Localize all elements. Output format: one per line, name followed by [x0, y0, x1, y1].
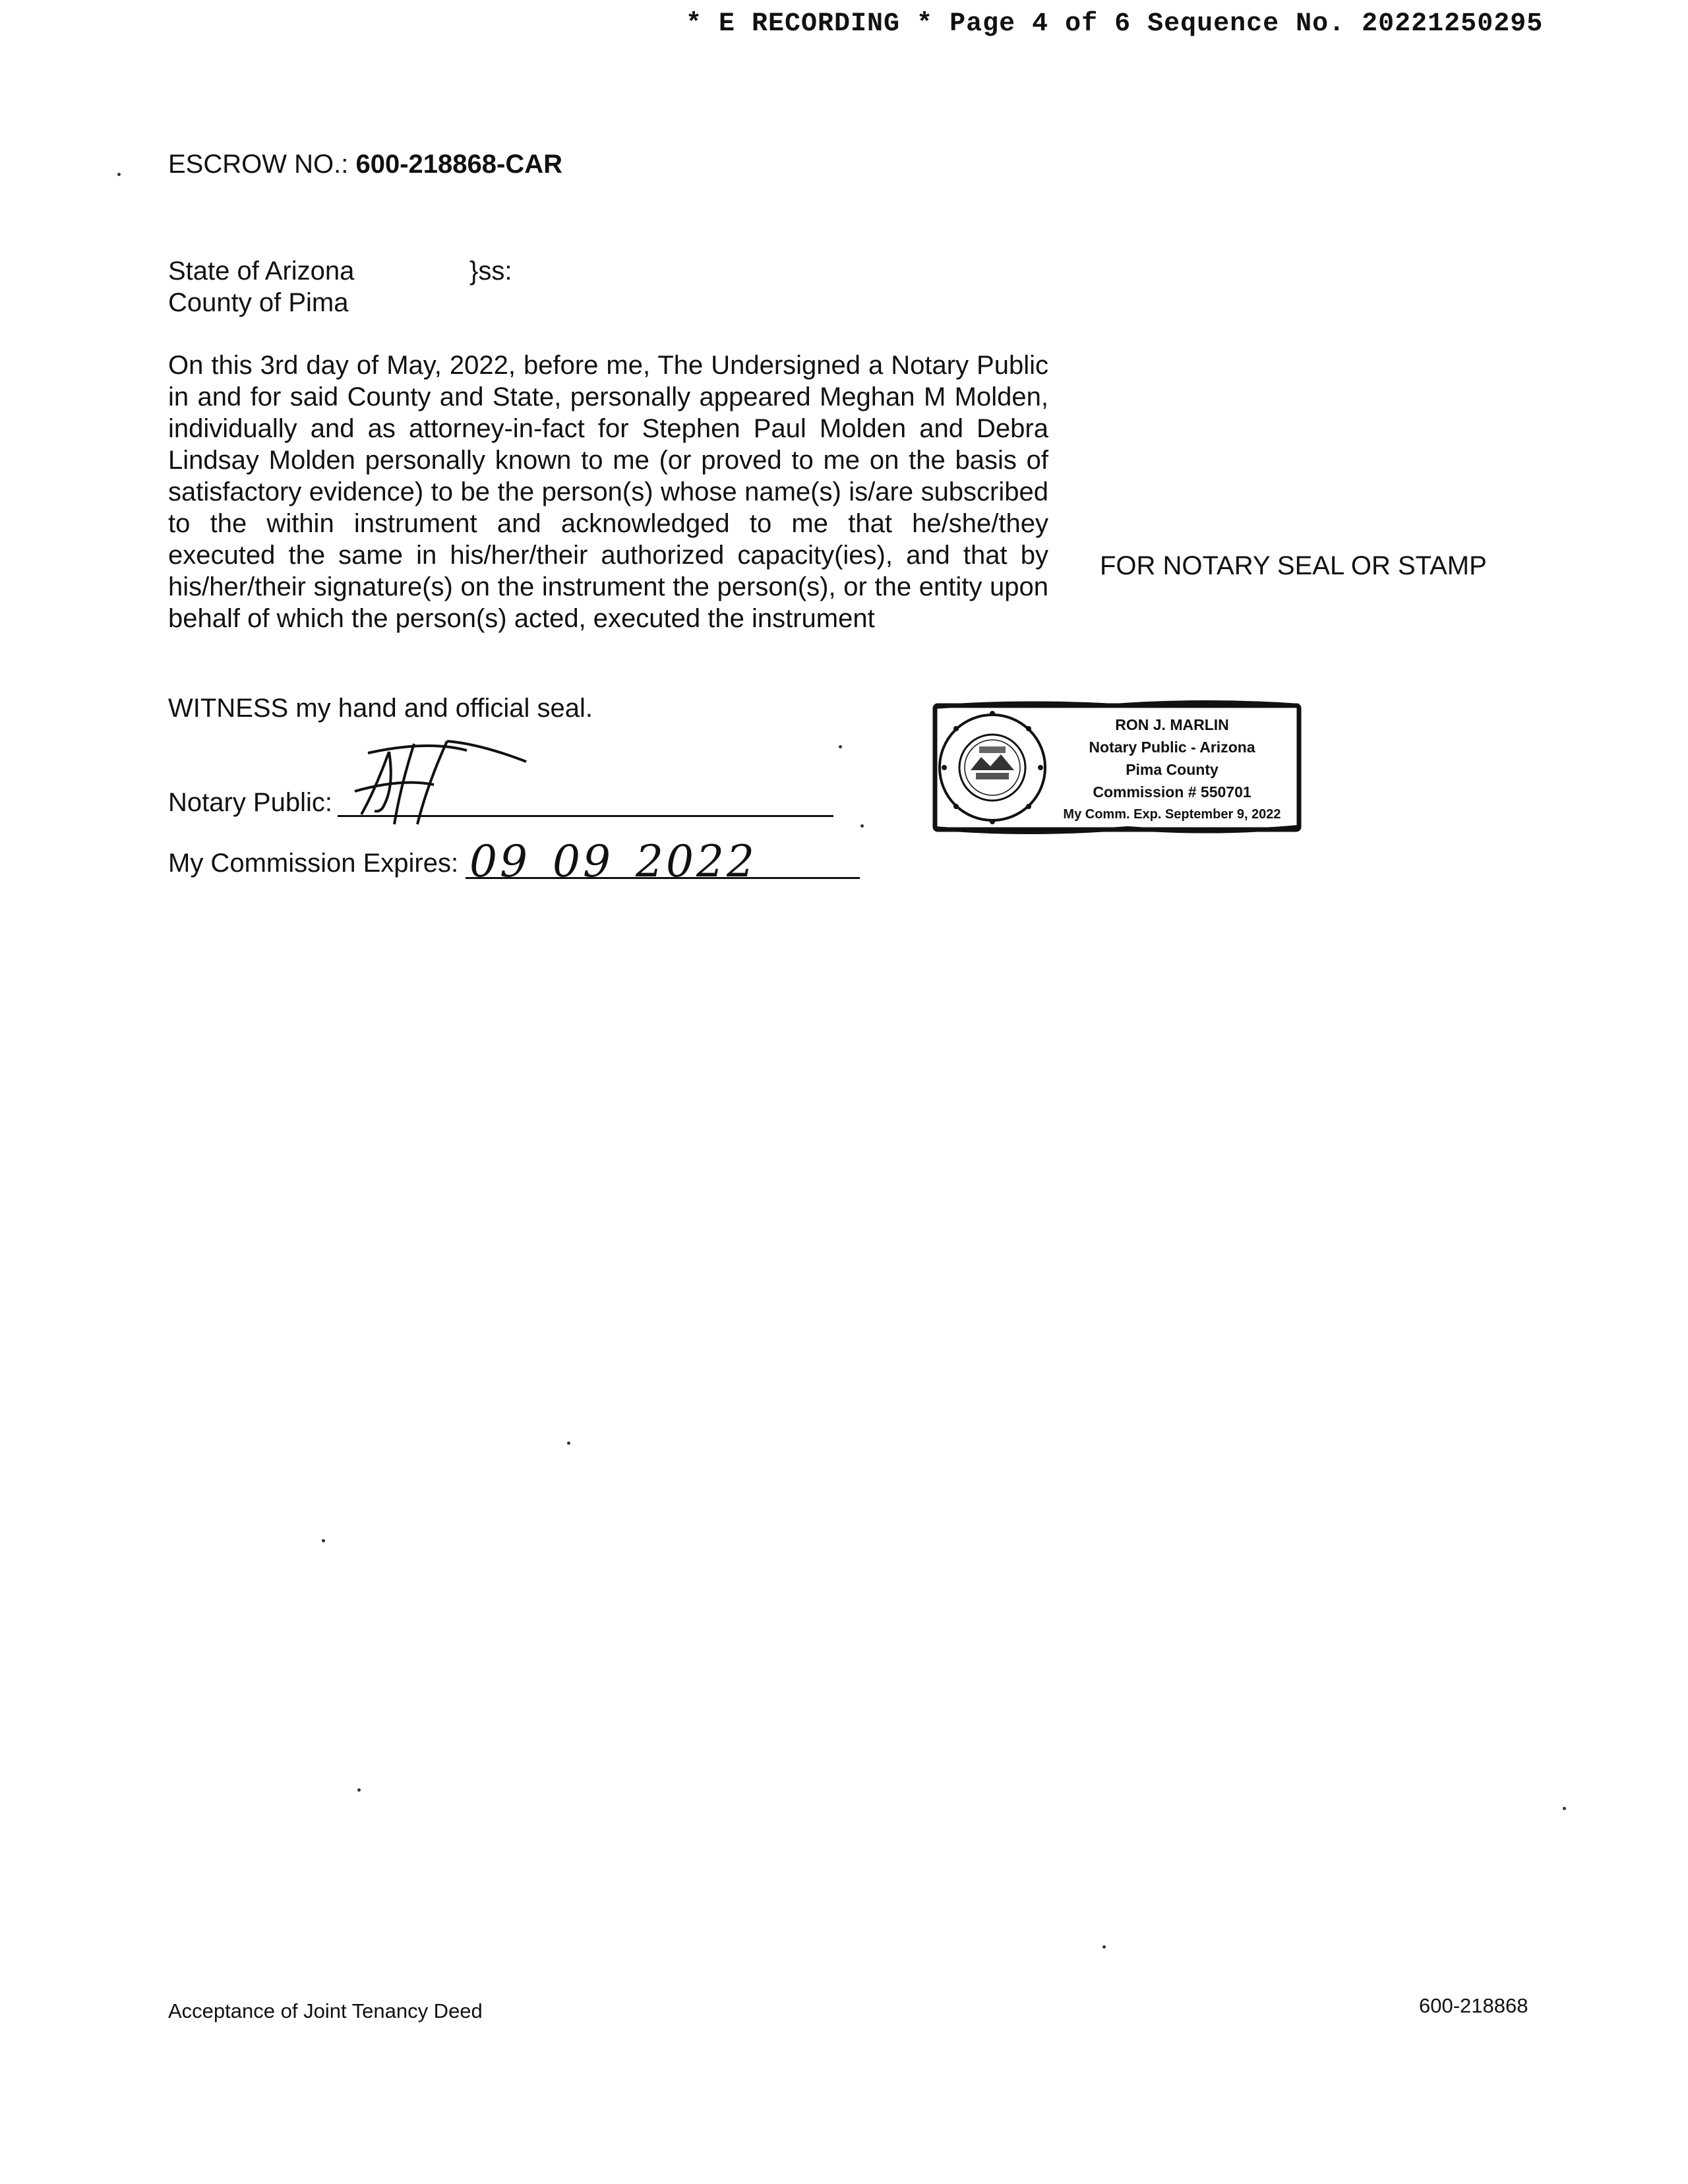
expiration-year: 2022 [635, 836, 757, 887]
footer-document-title: Acceptance of Joint Tenancy Deed [168, 1999, 483, 2022]
notary-signature [348, 739, 546, 831]
venue-block [168, 255, 354, 318]
scan-speck [567, 1441, 570, 1445]
expiration-month: 09 [469, 836, 530, 887]
notary-public-label: Notary Public: [168, 788, 332, 817]
expiration-day: 09 [552, 836, 613, 887]
stamp-title: Notary Public - Arizona [1089, 739, 1255, 756]
stamp-commission: Commission # 550701 [1093, 783, 1251, 801]
stamp-name: RON J. MARLIN [1115, 716, 1229, 733]
scan-speck [322, 1539, 325, 1542]
stamp-text [1045, 713, 1299, 826]
seal-label: FOR NOTARY SEAL OR STAMP [1100, 551, 1487, 580]
stamp-county: Pima County [1126, 761, 1219, 778]
escrow-number-line [168, 148, 562, 180]
scan-speck [357, 1788, 361, 1792]
venue-state: State of Arizona [168, 257, 355, 286]
escrow-number: 600-218868-CAR [355, 150, 562, 179]
scan-speck [1563, 1807, 1566, 1810]
handwritten-expiration-date [469, 836, 779, 887]
commission-expires-label: My Commission Expires: [168, 849, 459, 878]
footer-document-number: 600-218868 [1419, 1994, 1528, 2017]
acknowledgment-paragraph: On this 3rd day of May, 2022, before me, The Undersigned a Notary Public in and for said County and State, personally appeared Meghan M Molden, individually and as attorney-in-fact for Stephen Paul Molden and Debra Lindsay Molden personally known to me (or proved to me on the basis of satisfactory evidence) to be the person(s) whose name(s) is/are subscribed to the within instrument and acknowledged to me that he/she/they executed the same in his/her/their authorized capacity(ies), and that by his/her/their signature(s) on the instrument the person(s), or the entity upon behalf of which the person(s) acted, executed the instrument [168, 351, 1048, 633]
stamp-expiration: My Comm. Exp. September 9, 2022 [1063, 807, 1281, 822]
venue-ss: }ss: [469, 257, 512, 286]
state-seal-icon [940, 711, 1045, 824]
witness-statement: WITNESS my hand and official seal. [168, 694, 593, 723]
scan-speck [1102, 1945, 1106, 1949]
scan-speck [860, 824, 864, 828]
scan-speck [839, 745, 842, 748]
recording-header: * E RECORDING * Page 4 of 6 Sequence No. 20221250295 [686, 9, 1544, 39]
venue-county: County of Pima [168, 288, 349, 317]
escrow-label: ESCROW NO.: [168, 150, 349, 179]
scan-speck [117, 173, 121, 176]
